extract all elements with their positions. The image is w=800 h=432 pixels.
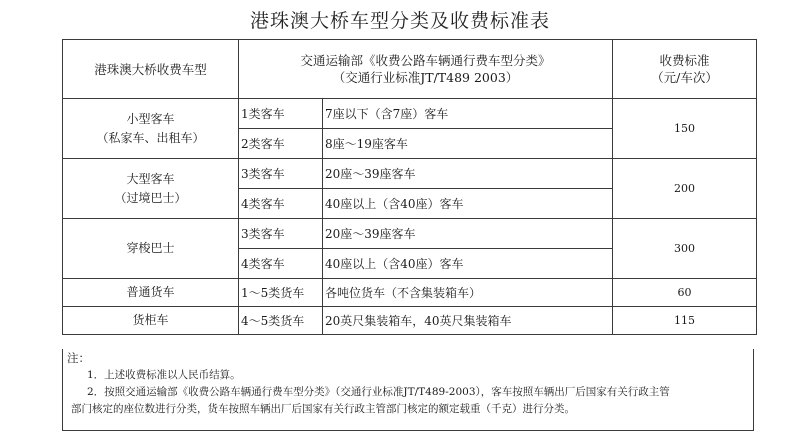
description-cell: 20座～39座客车 [323, 159, 613, 189]
class-cell: 1～5类货车 [239, 279, 323, 307]
vehicle-type-cell: 货柜车 [63, 307, 239, 335]
vehicle-type-cell: 穿梭巴士 [63, 219, 239, 279]
header-vehicle-type: 港珠澳大桥收费车型 [63, 40, 239, 99]
description-cell: 各吨位货车（不含集装箱车） [323, 279, 613, 307]
note-2-line2: 部门核定的座位数进行分类，货车按照车辆出厂后国家有关行政主管部门核定的额定载重（千克）进行分类。 [71, 403, 575, 415]
table-row [63, 279, 757, 307]
header-fee [613, 40, 757, 99]
description-cell: 40座以上（含40座）客车 [323, 189, 613, 219]
vehicle-type-cell: 普通货车 [63, 279, 239, 307]
description-cell: 40座以上（含40座）客车 [323, 249, 613, 279]
header-fee-line1: 收费标准 [659, 53, 710, 68]
page-title: 港珠澳大桥车型分类及收费标准表 [249, 10, 550, 32]
note-2-line1: 2．按照交通运输部《收费公路车辆通行费车型分类》（交通行业标准JT/T489-2003），客车按照车辆出厂后国家有关行政主管 [87, 386, 670, 398]
class-cell: 4类客车 [239, 249, 323, 279]
table-header-row [63, 40, 757, 99]
description-cell: 20英尺集装箱车，40英尺集装箱车 [323, 307, 613, 335]
class-cell: 2类客车 [239, 129, 323, 159]
header-ministry-line2: （交通行业标准JT/T489 2003） [332, 70, 519, 85]
fee-table [62, 39, 757, 335]
fee-cell: 150 [613, 99, 757, 159]
header-ministry-classification [239, 40, 613, 99]
class-cell: 3类客车 [239, 159, 323, 189]
table-row [63, 307, 757, 335]
header-ministry-line1: 交通运输部《收费公路车辆通行费车型分类》 [300, 53, 551, 68]
fee-cell: 200 [613, 159, 757, 219]
fee-cell: 300 [613, 219, 757, 279]
note-1: 1．上述收费标准以人民币结算。 [87, 369, 241, 381]
class-cell: 4～5类货车 [239, 307, 323, 335]
notes-section [62, 349, 754, 431]
description-cell: 20座～39座客车 [323, 219, 613, 249]
description-cell: 8座～19座客车 [323, 129, 613, 159]
table-row [63, 99, 757, 129]
class-cell: 1类客车 [239, 99, 323, 129]
vehicle-type-cell: 大型客车 （过境巴士） [63, 159, 239, 219]
table-row [63, 219, 757, 249]
notes-heading: 注： [67, 351, 90, 365]
fee-cell: 115 [613, 307, 757, 335]
table-row [63, 159, 757, 189]
description-cell: 7座以下（含7座）客车 [323, 99, 613, 129]
vehicle-type-cell: 小型客车 （私家车、出租车） [63, 99, 239, 159]
class-cell: 3类客车 [239, 219, 323, 249]
class-cell: 4类客车 [239, 189, 323, 219]
fee-cell: 60 [613, 279, 757, 307]
header-fee-line2: （元/车次） [651, 70, 718, 85]
